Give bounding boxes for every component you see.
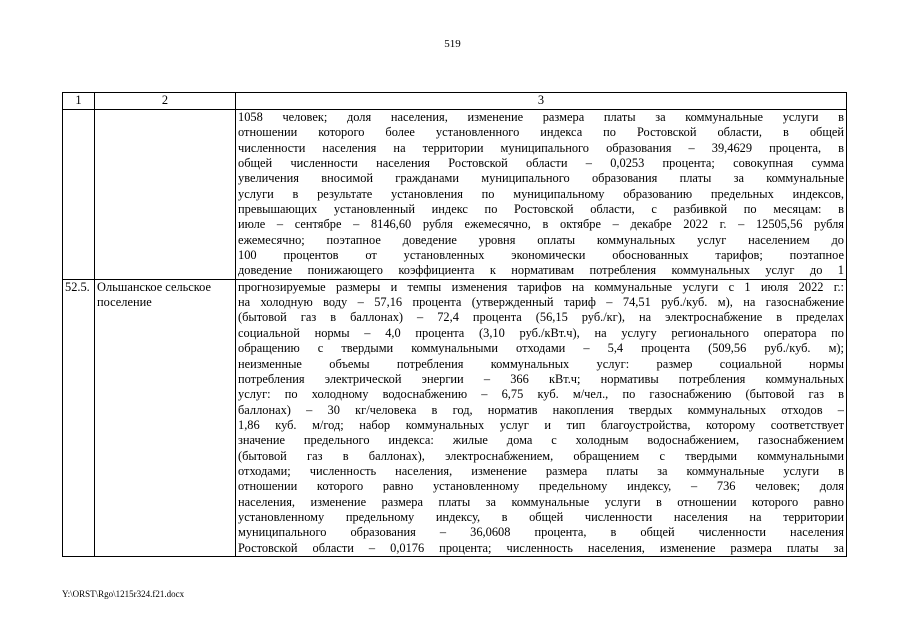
text-line: 1,86 куб. м/год; набор коммунальных услуг и тип благоустройства, которому соответствует — [238, 417, 844, 432]
row-settlement: Ольшанское сельское поселение — [95, 279, 236, 556]
text-line: отношении которого более установленного индекса по Ростовской области, в общей — [238, 125, 844, 140]
text-line: социальной нормы – 4,0 процента (3,10 руб./кВт.ч), на услугу регионального оператора по — [238, 325, 844, 340]
text-line: значение предельного индекса: жилые дома с холодным водоснабжением, газоснабжением — [238, 433, 844, 448]
row-text — [236, 279, 847, 556]
text-line: отходами; численность населения, изменение размера платы за коммунальные услуги в — [238, 463, 844, 478]
row-text — [236, 110, 847, 280]
text-line: муниципального образования – 36,0608 процента, в общей численности населения — [238, 525, 844, 540]
text-line: численности населения на территории муниципального образования – 39,4629 процента, в — [238, 140, 844, 155]
text-line: превышающих установленный индекс по Ростовской области, с разбивкой по месяцам: в — [238, 202, 844, 217]
text-line: общей численности населения Ростовской области – 0,0253 процента; совокупная сумма — [238, 156, 844, 171]
text-line: отношении которого равно установленному предельному индексу, – 736 человек; доля — [238, 479, 844, 494]
row-number — [63, 110, 95, 280]
text-line: потребления электрической энергии – 366 кВт.ч; нормативы потребления коммунальных — [238, 371, 844, 386]
text-line: прогнозируемые размеры и темпы изменения тарифов на коммунальные услуги с 1 июля 2022 г.: — [238, 279, 844, 294]
text-line: обращению с твердыми коммунальными отходами – 5,4 процента (509,56 руб./куб. м); — [238, 341, 844, 356]
text-line: ежемесячно; поэтапное доведение уровня оплаты коммунальных услуг населением до — [238, 232, 844, 247]
text-line: 100 процентов от установленных экономически обоснованных тарифов; поэтапное — [238, 248, 844, 263]
header-col-2: 2 — [95, 93, 236, 110]
text-line: населения, изменение размера платы за коммунальные услуги в отношении которого равно — [238, 494, 844, 509]
text-line: установленному предельному индексу, в общей численности населения на территории — [238, 509, 844, 524]
text-line: Ростовской области – 0,0176 процента; численность населения, изменение размера платы за — [238, 540, 844, 555]
text-line: на холодную воду – 57,16 процента (утвержденный тариф – 74,51 руб./куб. м), на газоснабжение — [238, 295, 844, 310]
text-line: июле – сентябре – 8146,60 рубля ежемесячно, в октябре – декабре 2022 г. – 12505,56 рубля — [238, 217, 844, 232]
table-row — [63, 110, 847, 280]
table-header-row — [63, 93, 847, 110]
row-number: 52.5. — [63, 279, 95, 556]
text-line: увеличения вносимой гражданами муниципального образования платы за коммунальные — [238, 171, 844, 186]
text-line: (бытовой газ в баллонах), электроснабжением, обращением с твердыми коммунальными — [238, 448, 844, 463]
tariff-table — [62, 92, 847, 557]
text-line: 1058 человек; доля населения, изменение размера платы за коммунальные услуги в — [238, 110, 844, 124]
header-col-1: 1 — [63, 93, 95, 110]
text-line: (бытовой газ в баллонах) – 72,4 процента (56,15 руб./кг), на электроснабжение в пределах — [238, 310, 844, 325]
page-number: 519 — [444, 38, 461, 50]
footer-file-path: Y:\ORST\Rgo\1215r324.f21.docx — [62, 589, 185, 599]
text-line: услуги в результате установления по муниципальному образованию предельных индексов, — [238, 186, 844, 201]
row-settlement — [95, 110, 236, 280]
table-row — [63, 279, 847, 556]
text-line: услуг: по холодному водоснабжению – 6,75 куб. м/чел., по газоснабжению (бытовой газ в — [238, 387, 844, 402]
header-col-3: 3 — [236, 93, 847, 110]
text-line: доведение понижающего коэффициента к нормативам потребления коммунальных услуг до 1 — [238, 263, 844, 278]
text-line: баллонах) – 30 кг/человека в год, норматив накопления твердых коммунальных отходов – — [238, 402, 844, 417]
text-line: неизменные объемы потребления коммунальных услуг: размер социальной нормы — [238, 356, 844, 371]
